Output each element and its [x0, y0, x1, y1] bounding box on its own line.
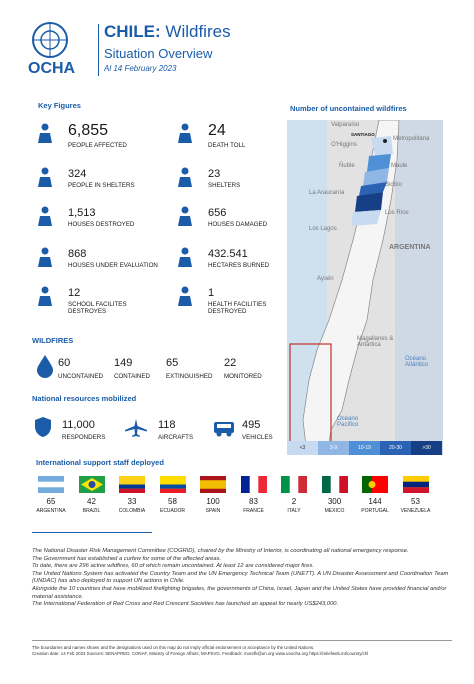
wildfire-count: 60: [58, 357, 71, 369]
notes-section: [32, 548, 452, 609]
map-heading: Number of uncontained wildfires: [290, 104, 407, 113]
flag-ecuador-icon: [160, 476, 186, 493]
wildfire-label: CONTAINED: [114, 373, 150, 380]
staff-count: 144: [368, 497, 382, 506]
map-label-biobio: Biobío: [385, 182, 403, 188]
note-item: Alongside the 10 countries that have mobilized firefighting brigades, the governments of China, Israel, Japan and the United States have provided financial and/or material assistance.: [32, 585, 447, 600]
map-label-atlantic: Océano Atlántico: [405, 356, 429, 368]
country-label: ARGENTINA: [36, 508, 66, 514]
legend-item: 20-30: [380, 441, 411, 455]
key-figure-label: PEOPLE AFFECTED: [68, 142, 127, 149]
death-toll-icon: [174, 122, 196, 144]
key-figure-label: HOUSES DAMAGED: [208, 221, 268, 228]
key-figure-label: HECTARES BURNED: [208, 262, 270, 269]
note-item: The Government has established a curfew for some of the affected areas.: [32, 555, 222, 562]
staff-count: 83: [249, 497, 258, 506]
school-icon: [34, 285, 56, 307]
legend-item: 3-9: [318, 441, 349, 455]
country-label: MEXICO: [324, 508, 345, 514]
key-figure-label: DEATH TOLL: [208, 142, 246, 149]
resources-heading: National resources mobilized: [32, 394, 137, 403]
map-label-metropolitana: Metropolitana: [393, 136, 430, 142]
key-figure-value: 23: [208, 168, 221, 180]
resource-label: RESPONDERS: [62, 434, 106, 441]
flag-spain-icon: [200, 476, 226, 493]
evaluation-icon: [34, 246, 56, 268]
resource-count: 118: [158, 419, 176, 431]
responders-icon: [34, 416, 52, 438]
health-icon: [174, 285, 196, 307]
page-title: CHILE: Wildfires: [104, 22, 231, 41]
key-figure-value: 1,513: [68, 207, 96, 219]
country-label: ITALY: [287, 508, 301, 514]
house-destroyed-icon: [34, 205, 56, 227]
map-label-nuble: Ñuble: [339, 163, 355, 169]
staff-count: 100: [206, 497, 220, 506]
resource-label: AIRCRAFTS: [158, 434, 194, 441]
key-figure-label: HOUSES UNDER EVALUATION: [68, 262, 158, 269]
map-label-ohiggins: O'Higgins: [331, 142, 357, 148]
key-figures-heading: Key Figures: [38, 101, 81, 110]
map-label-aysen: Aysén: [317, 276, 334, 282]
note-item: The National Disaster Risk Management Committee (COGRID), chaired by the Ministry of Interior, is coordinating all national emergency response.: [32, 548, 409, 554]
resource-count: 11,000: [62, 419, 95, 431]
key-figure-value: 432.541: [208, 248, 248, 260]
key-figure-label: SHELTERS: [208, 182, 241, 189]
footer: [32, 645, 452, 657]
key-figure-value: 1: [208, 287, 215, 299]
key-figure-label: SCHOOL FACILITES DESTROYES: [68, 301, 127, 315]
wildfire-count: 149: [114, 357, 133, 369]
staff-count: 42: [87, 497, 96, 506]
country-label: SPAIN: [205, 508, 221, 514]
country-label: FRANCE: [243, 508, 264, 514]
country-label: COLOMBIA: [118, 508, 146, 514]
map-label-los-rios: Los Ríos: [385, 210, 409, 216]
staff-count: 33: [127, 497, 137, 506]
credits: Creation date: 14 Feb 2023 Sources: SENAPRED, CONAF, Ministry of Foreign Affairs, MAPSVG. Feedback: morefk@un.org www.unocha.org https://reliefweb.int/country/chl: [32, 651, 369, 656]
staff-count: 300: [327, 497, 342, 506]
country-label: PORTUGAL: [361, 508, 389, 514]
house-damaged-icon: [174, 205, 196, 227]
wildfire-label: UNCONTAINED: [58, 373, 103, 380]
header-divider: [98, 24, 99, 76]
key-figure-value: 656: [208, 207, 227, 219]
fire-drop-icon: [36, 354, 54, 378]
map-label-magallanes: Magallanes & Antártica: [357, 336, 394, 348]
map-label-los-lagos: Los Lagos: [309, 226, 337, 232]
flag-venezuela-icon: [403, 476, 429, 493]
people-shelter-icon: [34, 166, 56, 188]
resource-count: 495: [242, 419, 261, 431]
wildfires-heading: WILDFIRES: [32, 336, 74, 345]
flag-argentina-icon: [38, 476, 64, 493]
disclaimer: The boundaries and names shown and the designations used on this map do not imply official endorsement or acceptance by the United Nations.: [32, 645, 315, 650]
ocha-logo: [28, 20, 98, 80]
shelter-icon: [174, 166, 196, 188]
wildfire-label: EXTINGUISHED: [166, 373, 213, 380]
country-label: VENEZUELA: [400, 508, 431, 514]
map-label-pacific: Océano Pacífico: [337, 416, 359, 428]
flag-france-icon: [241, 476, 267, 493]
vehicles-icon: [212, 418, 236, 438]
section-divider: [32, 532, 152, 533]
aircraft-icon: [124, 418, 148, 438]
flag-portugal-icon: [362, 476, 388, 493]
key-figure-value: 6,855: [68, 122, 109, 139]
legend-item: 10-19: [349, 441, 380, 455]
map-label-santiago: SANTIAGO: [351, 132, 375, 137]
key-figure-label: HEALTH FACILITIES DESTROYED: [208, 301, 267, 315]
key-figure-value: 324: [68, 168, 87, 180]
legend-item: <3: [287, 441, 318, 455]
staff-count: 53: [411, 497, 420, 506]
note-item: To date, there are 296 active wildfires, 60 of which remain uncontained. At least 12 are considered major fires.: [32, 563, 314, 570]
wildfire-count: 22: [224, 357, 237, 369]
flag-italy-icon: [281, 476, 307, 493]
map-label-araucania: La Araucanía: [309, 190, 345, 196]
staff-count: 2: [291, 497, 297, 506]
page-subtitle: Situation Overview: [104, 46, 213, 61]
footer-divider: [32, 640, 452, 641]
note-item: The United Nations System has activated the Country Team and the UN Emergency Technical Team (UNETT). A UN Disaster Assessment and Coordination Team (UNDAC) has also deployed to support UN actions in Chile.: [32, 570, 449, 585]
report-date: Al 14 February 2023: [104, 64, 177, 73]
wildfire-count: 65: [166, 357, 179, 369]
resource-label: VEHICLES: [242, 434, 273, 441]
map-label-valparaiso: Valparaíso: [331, 122, 360, 128]
wildfire-label: MONITORED: [224, 373, 262, 380]
flag-mexico-icon: [322, 476, 348, 493]
key-figure-value: 12: [68, 287, 81, 299]
staff-count: 65: [46, 497, 56, 506]
chile-map: [287, 120, 443, 455]
ocha-wordmark: OCHA: [28, 60, 76, 77]
map-label-argentina: ARGENTINA: [389, 244, 431, 251]
staff-count: 58: [168, 497, 177, 506]
note-item: The International Federation of Red Cross and Red Crescent Societies has launched an appeal for nearly US$243,000.: [32, 601, 339, 608]
country-label: BRAZIL: [82, 508, 101, 514]
flag-brazil-icon: [79, 476, 105, 493]
map-label-maule: Maule: [391, 163, 408, 169]
flag-colombia-icon: [119, 476, 145, 493]
intl-heading: International support staff deployed: [36, 458, 164, 467]
key-figure-value: 24: [208, 122, 226, 139]
key-figure-value: 868: [68, 248, 87, 260]
legend-item: >30: [411, 441, 442, 455]
hectares-icon: [174, 246, 196, 268]
people-affected-icon: [34, 122, 56, 144]
country-label: ECUADOR: [159, 508, 185, 514]
key-figure-label: HOUSES DESTROYED: [68, 221, 135, 228]
key-figure-label: PEOPLE IN SHELTERS: [68, 182, 135, 189]
